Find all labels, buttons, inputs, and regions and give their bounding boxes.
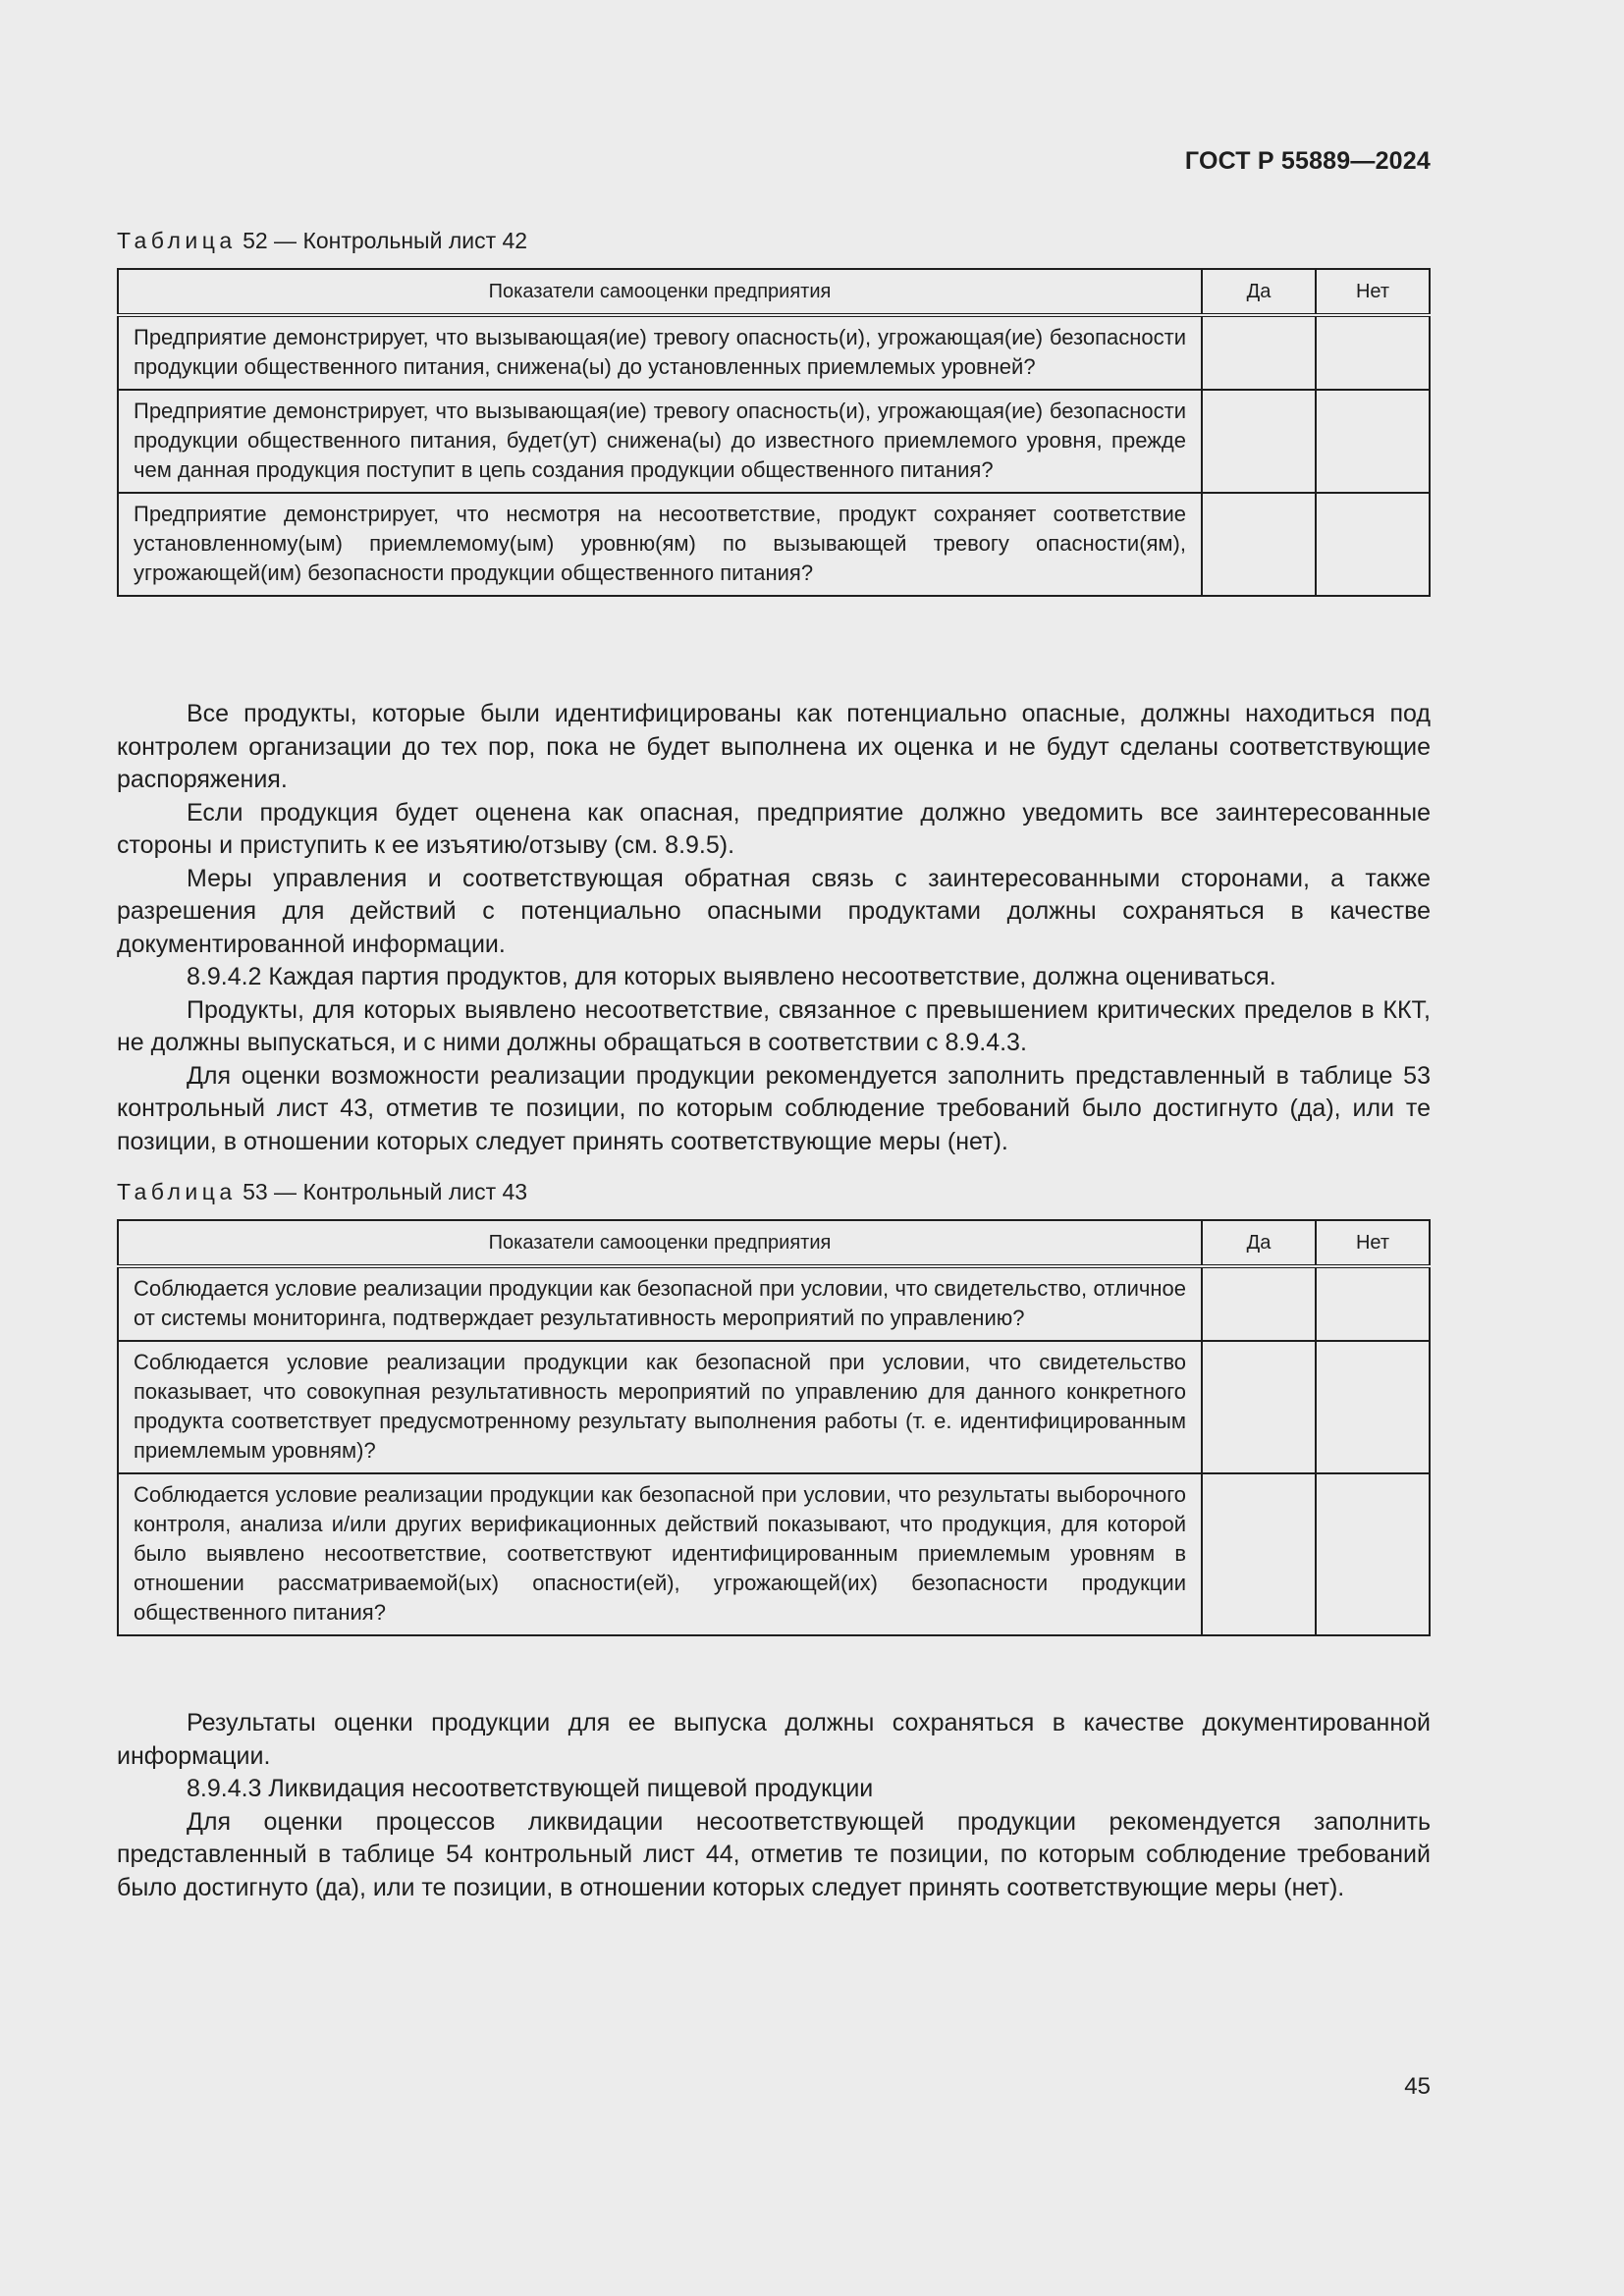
paragraph: Для оценки процессов ликвидации несоответствующей продукции рекомендуется заполнить представленный в таблице 54 контрольный лист 44, отметив те позиции, по которым соблюдение требований было достигнуто (да), или те позиции, в отношении которых следует принять соответствующие меры (нет). (117, 1807, 1431, 1901)
table-52-block (117, 226, 1431, 597)
header-yes: Да (1202, 269, 1316, 315)
question-cell: Соблюдается условие реализации продукции как безопасной при условии, что свидетельство, отличное от системы мониторинга, подтверждает результативность мероприятий по управлению? (118, 1266, 1202, 1341)
table-caption-word: Таблица (117, 1179, 237, 1204)
yes-checkbox-cell[interactable] (1202, 1266, 1316, 1341)
yes-checkbox-cell[interactable] (1202, 1341, 1316, 1473)
checklist-table-43 (117, 1219, 1431, 1636)
yes-checkbox-cell[interactable] (1202, 493, 1316, 596)
table-52-caption (117, 226, 1431, 255)
section-heading: 8.9.4.3 Ликвидация несоответствующей пищевой продукции (187, 1775, 874, 1802)
paragraph: Все продукты, которые были идентифицированы как потенциально опасные, должны находиться под контролем организации до тех пор, пока не будет выполнена их оценка и не будут сделаны соответствующие распоряжения. (117, 700, 1431, 793)
paragraph: Продукты, для которых выявлено несоответствие, связанное с превышением критических пределов в ККТ, не должны выпускаться, и с ними должны обращаться в соответствии с 8.9.4.3. (117, 995, 1431, 1056)
table-header-row (118, 1220, 1430, 1266)
section-paragraph: 8.9.4.2 Каждая партия продуктов, для которых выявлено несоответствие, должна оцениваться. (187, 963, 1276, 990)
yes-checkbox-cell[interactable] (1202, 390, 1316, 493)
header-yes: Да (1202, 1220, 1316, 1266)
no-checkbox-cell[interactable] (1316, 315, 1430, 390)
table-row (118, 493, 1430, 596)
table-caption-title: 53 — Контрольный лист 43 (243, 1179, 528, 1204)
table-53-block (117, 1177, 1431, 1636)
table-53-caption (117, 1177, 1431, 1206)
no-checkbox-cell[interactable] (1316, 1473, 1430, 1635)
question-cell: Соблюдается условие реализации продукции как безопасной при условии, что результаты выборочного контроля, анализа и/или других верификационных действий показывают, что продукция, для которой было выявлено несоответствие, соответствуют идентифицированным приемлемым уровням в отношении рассматриваемой(ых) опасности(ей), угрожающей(их) безопасности продукции общественного питания? (118, 1473, 1202, 1635)
table-row (118, 1266, 1430, 1341)
body-text-b (117, 1707, 1431, 1904)
question-cell: Предприятие демонстрирует, что вызывающая(ие) тревогу опасность(и), угрожающая(ие) безопасности продукции общественного питания, снижена(ы) до установленных приемлемых уровней? (118, 315, 1202, 390)
paragraph: Результаты оценки продукции для ее выпуска должны сохраняться в качестве документированной информации. (117, 1709, 1431, 1770)
no-checkbox-cell[interactable] (1316, 1341, 1430, 1473)
page-number: 45 (1404, 2073, 1431, 2100)
table-caption-word: Таблица (117, 228, 237, 253)
body-text-a (117, 698, 1431, 1158)
header-no: Нет (1316, 1220, 1430, 1266)
yes-checkbox-cell[interactable] (1202, 315, 1316, 390)
question-cell: Предприятие демонстрирует, что вызывающая(ие) тревогу опасность(и), угрожающая(ие) безопасности продукции общественного питания, будет(ут) снижена(ы) до известного приемлемого уровня, прежде чем данная продукция поступит в цепь создания продукции общественного питания? (118, 390, 1202, 493)
table-header-row (118, 269, 1430, 315)
paragraph: Меры управления и соответствующая обратная связь с заинтересованными сторонами, а также разрешения для действий с потенциально опасными продуктами должны сохраняться в качестве документированной информации. (117, 864, 1431, 958)
yes-checkbox-cell[interactable] (1202, 1473, 1316, 1635)
table-caption-title: 52 — Контрольный лист 42 (243, 228, 528, 253)
header-no: Нет (1316, 269, 1430, 315)
table-row (118, 1473, 1430, 1635)
paragraph: Для оценки возможности реализации продукции рекомендуется заполнить представленный в таблице 53 контрольный лист 43, отметив те позиции, по которым соблюдение требований было достигнуто (да), или те позиции, в отношении которых следует принять соответствующие меры (нет). (117, 1061, 1431, 1155)
header-indicators: Показатели самооценки предприятия (118, 269, 1202, 315)
table-row (118, 1341, 1430, 1473)
table-row (118, 315, 1430, 390)
question-cell: Соблюдается условие реализации продукции как безопасной при условии, что свидетельство показывает, что совокупная результативность мероприятий по управлению для данного конкретного продукта соответствует предусмотренному результату выполнения работы (т. е. идентифицированным приемлемым уровням)? (118, 1341, 1202, 1473)
paragraph: Если продукция будет оценена как опасная, предприятие должно уведомить все заинтересованные стороны и приступить к ее изъятию/отзыву (см. 8.9.5). (117, 798, 1431, 859)
no-checkbox-cell[interactable] (1316, 390, 1430, 493)
checklist-table-42 (117, 268, 1431, 597)
standard-designation: ГОСТ Р 55889—2024 (1184, 147, 1431, 175)
no-checkbox-cell[interactable] (1316, 493, 1430, 596)
header-indicators: Показатели самооценки предприятия (118, 1220, 1202, 1266)
table-row (118, 390, 1430, 493)
no-checkbox-cell[interactable] (1316, 1266, 1430, 1341)
question-cell: Предприятие демонстрирует, что несмотря на несоответствие, продукт сохраняет соответствие установленному(ым) приемлемому(ым) уровню(ям) по вызывающей тревогу опасности(ям), угрожающей(им) безопасности продукции общественного питания? (118, 493, 1202, 596)
